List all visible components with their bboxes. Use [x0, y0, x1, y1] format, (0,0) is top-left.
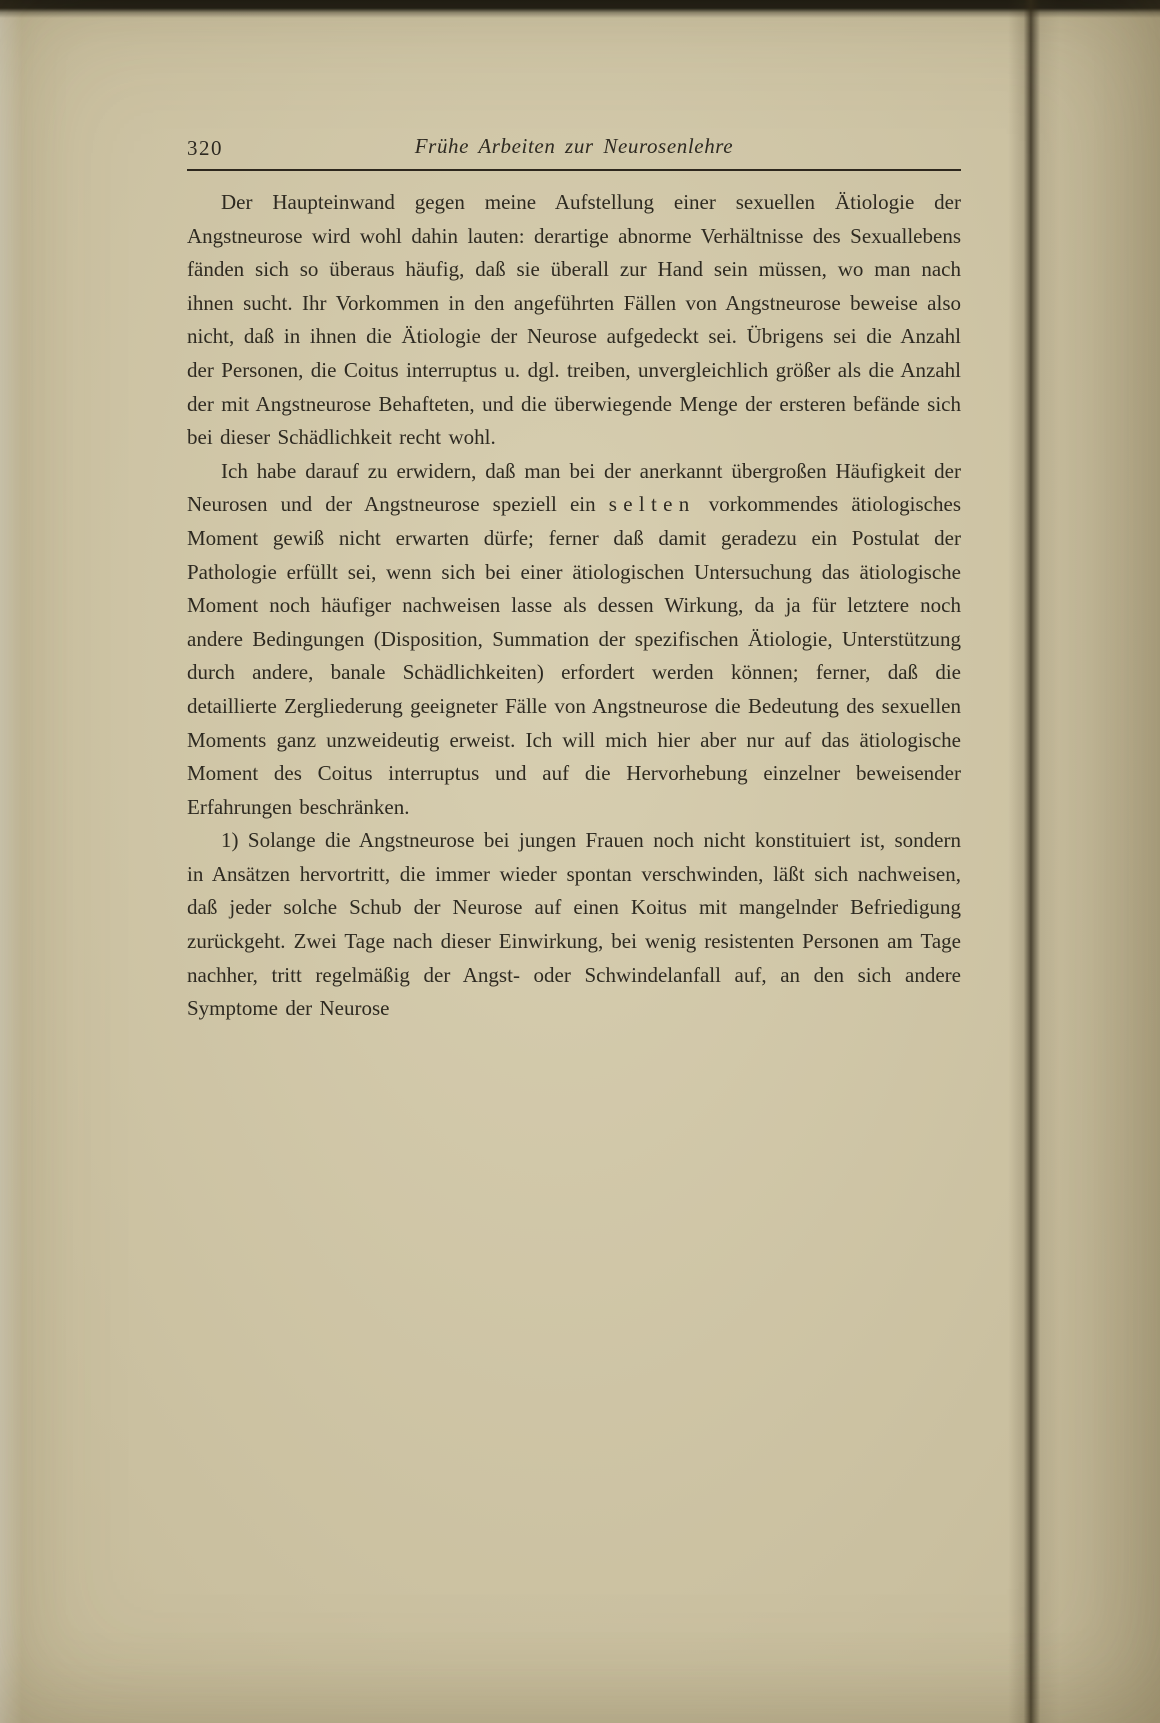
page-content-area	[187, 134, 961, 1026]
paragraph-2-text-post: vorkommendes ätiologisches Moment gewiß nicht erwarten dürfe; ferner daß damit geradezu ein Postulat der Pathologie erfüllt sei, wenn sich bei einer ätiologischen Untersuchung das ätiologische Moment noch häufiger nachweisen lasse als dessen Wirkung, da ja für letztere noch andere Bedingungen (Disposition, Summation der spezifischen Ätiologie, Unterstützung durch andere, banale Schädlichkeiten) erfordert werden können; ferner, daß die detaillierte Zergliederung geeigneter Fälle von Angstneurose die Bedeutung des sexuellen Moments ganz unzweideutig erweist. Ich will mich hier aber nur auf das ätiologische Moment des Coitus interruptus und auf die Hervorhebung einzelner beweisender Erfahrungen beschränken.	[187, 492, 961, 819]
book-gutter-shadow	[1008, 0, 1060, 1723]
paragraph-1: Der Haupteinwand gegen meine Aufstellung einer sexuellen Ätiologie der Angstneurose wird wohl dahin lauten: derartige abnorme Verhältnisse des Sexuallebens fänden sich so überaus häufig, daß sie überall zur Hand sein müssen, wo man nach ihnen sucht. Ihr Vorkommen in den angeführten Fällen von Angstneurose beweise also nicht, daß in ihnen die Ätiologie der Neurose aufgedeckt sei. Übrigens sei die Anzahl der Personen, die Coitus interruptus u. dgl. treiben, unvergleichlich größer als die Anzahl der mit Angstneurose Behafteten, und die überwiegende Menge der ersteren befände sich bei dieser Schädlichkeit recht wohl.	[187, 190, 961, 450]
paragraph-2-text-pre: Ich habe darauf zu erwidern, daß man bei der anerkannt übergroßen Häufigkeit der Neurosen und der Angstneurose speziell ein	[187, 458, 961, 517]
body-text	[187, 186, 961, 1026]
running-head	[187, 134, 961, 166]
paragraph-2	[187, 455, 961, 825]
page-number: 320	[187, 136, 223, 160]
emphasized-word-selten: selten	[608, 492, 696, 517]
paragraph-3: 1) Solange die Angstneurose bei jungen Frauen noch nicht konstituiert ist, sondern in Ansätzen hervortritt, die immer wieder spontan verschwinden, läßt sich nachweisen, daß jeder solche Schub der Neurose auf einen Koitus mit mangelnder Befriedigung zurückgeht. Zwei Tage nach dieser Einwirkung, bei wenig resistenten Personen am Tage nachher, tritt regelmäßig der Angst- oder Schwindelanfall auf, an den sich andere Symptome der Neurose	[187, 828, 961, 1021]
header-rule	[187, 169, 961, 171]
running-header-title: Frühe Arbeiten zur Neurosenlehre	[414, 134, 734, 158]
scan-top-edge-shadow	[0, 0, 1160, 18]
